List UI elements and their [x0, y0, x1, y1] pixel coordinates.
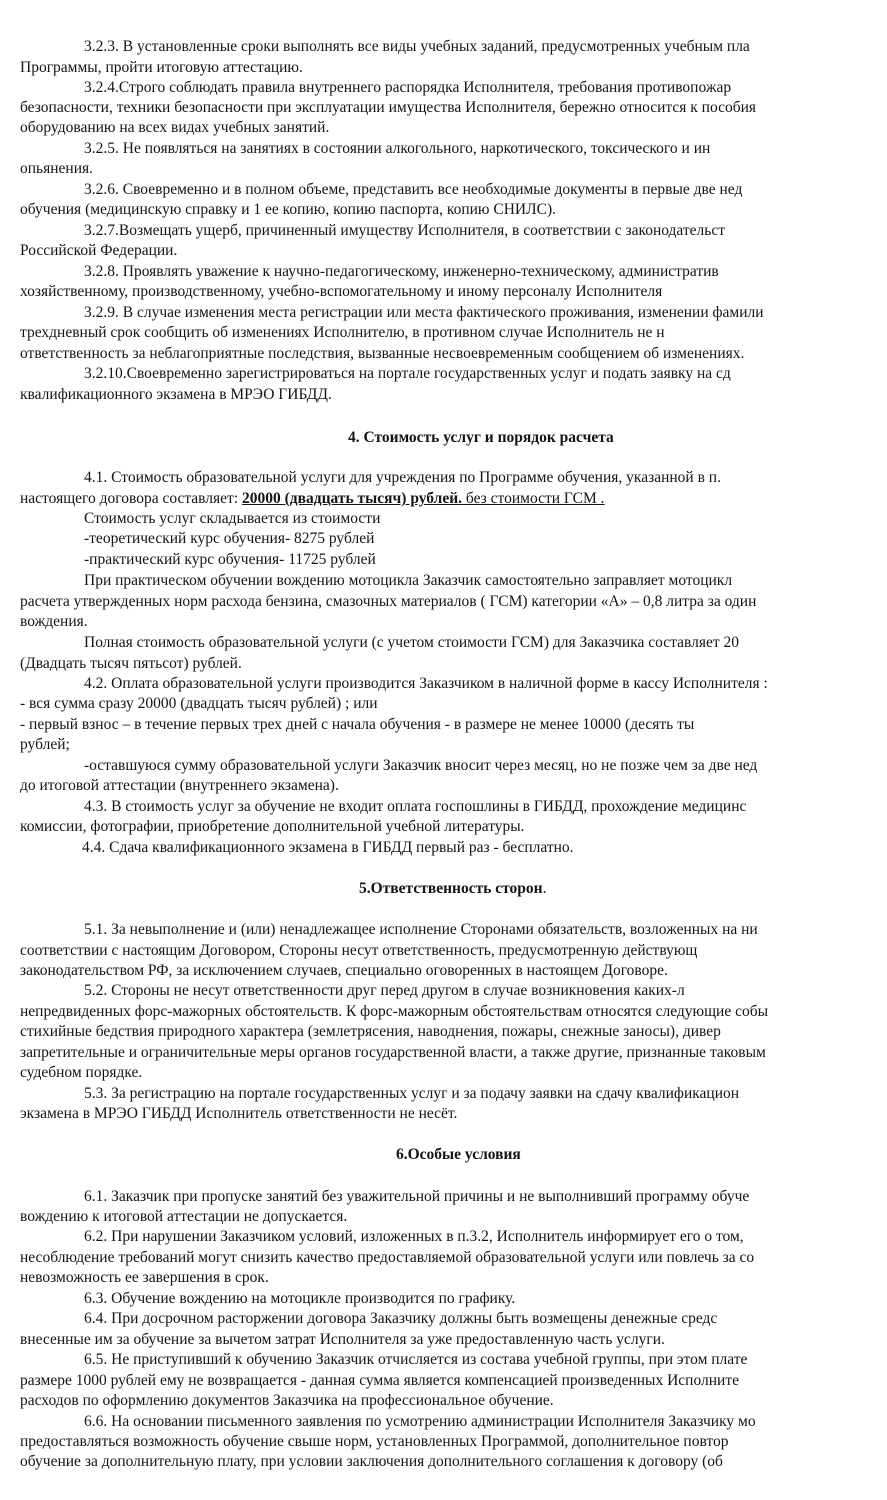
- para-3-2-7-line-1: 3.2.7.Возмещать ущерб, причиненный имуществу Исполнителя, в соответствии с законодательст: [84, 222, 726, 239]
- para-6-5-line-3: расходов по оформлению документов Заказчика на профессиональное обучение.: [20, 1392, 554, 1409]
- para-5-2-line-3: стихийные бедствия природного характера (землетрясения, наводнения, пожары, снежные заносы), дивер: [20, 1023, 721, 1040]
- para-4-3-line-1: 4.3. В стоимость услуг за обучение не входит оплата госпошлины в ГИБДД, прохождение медицинс: [84, 798, 747, 815]
- para-4-2-line-1: 4.2. Оплата образовательной услуги производится Заказчиком в наличной форме в кассу Исполнителя :: [84, 675, 768, 692]
- section-4-title: 4. Стоимость услуг и порядок расчета: [348, 429, 614, 446]
- para-5-3-line-1: 5.3. За регистрацию на портале государственных услуг и за подачу заявки на сдачу квалификацион: [84, 1085, 740, 1102]
- full-cost-line-2: (Двадцать тысяч пятьсот) рублей.: [20, 655, 242, 672]
- para-6-1-line-2: вождению к итоговой аттестации не допускается.: [20, 1208, 348, 1225]
- para-4-2-option-2-line-2: рублей;: [20, 736, 70, 753]
- para-3-2-4-line-1: 3.2.4.Строго соблюдать правила внутреннего распорядка Исполнителя, требования противопожар: [84, 79, 732, 96]
- para-5-1-line-2: соответствии с настоящим Договором, Стороны несут ответственность, предусмотренную действующ: [20, 942, 698, 959]
- para-3-2-9-line-2: трехдневный срок сообщить об изменениях Исполнителю, в противном случае Исполнитель не н: [20, 324, 665, 341]
- section-5-title-text: 5.Ответственность сторон: [359, 880, 543, 897]
- para-3-2-3-line-1: 3.2.3. В установленные сроки выполнять все виды учебных заданий, предусмотренных учебным пла: [84, 38, 750, 55]
- para-3-2-3-line-2: Программы, пройти итоговую аттестацию.: [20, 59, 303, 76]
- para-3-2-6-line-1: 3.2.6. Своевременно и в полном объеме, представить все необходимые документы в первые две нед: [84, 181, 743, 198]
- para-4-1-line-2: [20, 489, 605, 509]
- para-3-2-10-line-2: квалификационного экзамена в МРЭО ГИБДД.: [20, 386, 332, 403]
- para-3-2-9-line-1: 3.2.9. В случае изменения места регистрации или места фактического проживания, изменении фамили: [84, 304, 764, 321]
- para-4-3-line-2: комиссии, фотографии, приобретение дополнительной учебной литературы.: [20, 818, 525, 835]
- cost-theory: -теоретический курс обучения- 8275 рублей: [84, 530, 375, 547]
- para-4-2-option-1: - вся сумма сразу 20000 (двадцать тысяч рублей) ; или: [20, 695, 378, 712]
- section-5-title-dot: .: [542, 880, 547, 897]
- section-5-title: [359, 879, 546, 899]
- para-4-4: 4.4. Сдача квалификационного экзамена в ГИБДД первый раз - бесплатно.: [82, 839, 574, 856]
- para-5-2-line-5: судебном порядке.: [20, 1064, 143, 1081]
- para-3-2-7-line-2: Российской Федерации.: [20, 242, 178, 259]
- cost-composition: Стоимость услуг складывается из стоимости: [84, 510, 381, 527]
- para-3-2-5-line-1: 3.2.5. Не появляться на занятиях в состоянии алкогольного, наркотического, токсического и ин: [84, 140, 711, 157]
- para-3-2-8-line-2: хозяйственному, производственному, учебно-вспомогательному и иному персоналу Исполнителя: [20, 283, 663, 300]
- para-6-6-line-3: обучение за дополнительную плату, при условии заключения дополнительного соглашения к договору (об: [20, 1453, 723, 1470]
- para-5-2-line-2: непредвиденных форс-мажорных обстоятельств. К форс-мажорным обстоятельствам относятся следующие собы: [20, 1003, 769, 1020]
- para-4-2-remainder-line-2: до итоговой аттестации (внутреннего экзамена).: [20, 777, 339, 794]
- para-3-2-10-line-1: 3.2.10.Своевременно зарегистрироваться на портале государственных услуг и подать заявку на сд: [84, 365, 731, 382]
- price-amount: 20000 (двадцать тысяч) рублей.: [242, 490, 463, 507]
- para-4-1-prefix: настоящего договора составляет:: [20, 490, 242, 507]
- fuel-line-1: При практическом обучении вождению мотоцикла Заказчик самостоятельно заправляет мотоцикл: [84, 572, 733, 589]
- para-6-4-line-1: 6.4. При досрочном расторжении договора Заказчику должны быть возмещены денежные средс: [84, 1310, 718, 1327]
- para-6-2-line-1: 6.2. При нарушении Заказчиком условий, изложенных в п.3.2, Исполнитель информирует его о том,: [84, 1228, 744, 1245]
- para-3-2-4-line-2: безопасности, техники безопасности при эксплуатации имущества Исполнителя, бережно относится к пособия: [20, 99, 757, 116]
- para-4-2-remainder-line-1: -оставшуюся сумму образовательной услуги Заказчик вносит через месяц, но не позже чем за две нед: [84, 757, 758, 774]
- price-note: без стоимости ГСМ .: [462, 490, 605, 507]
- para-6-6-line-2: предоставляться возможность обучение свыше норм, установленных Программой, дополнительное повтор: [20, 1433, 729, 1450]
- section-6-title: 6.Особые условия: [396, 1146, 521, 1163]
- para-5-2-line-4: запретительные и ограничительные меры органов государственной власти, а также другие, признанные таковым: [20, 1044, 766, 1061]
- para-6-5-line-1: 6.5. Не приступивший к обучению Заказчик отчисляется из состава учебной группы, при этом плате: [84, 1351, 748, 1368]
- para-6-1-line-1: 6.1. Заказчик при пропуске занятий без уважительной причины и не выполнивший программу обуче: [84, 1188, 750, 1205]
- para-3-2-5-line-2: опьянения.: [20, 160, 94, 177]
- cost-practice: -практический курс обучения- 11725 рублей: [84, 551, 376, 568]
- para-3-2-6-line-2: обучения (медицинскую справку и 1 ее копию, копию паспорта, копию СНИЛС).: [20, 201, 556, 218]
- para-6-6-line-1: 6.6. На основании письменного заявления по усмотрению администрации Исполнителя Заказчику мо: [84, 1413, 756, 1430]
- para-5-3-line-2: экзамена в МРЭО ГИБДД Исполнитель ответственности не несёт.: [20, 1105, 458, 1122]
- para-3-2-4-line-3: оборудованию на всех видах учебных занятий.: [20, 119, 330, 136]
- para-3-2-9-line-3: ответственность за неблагоприятные последствия, вызванные несвоевременным сообщением об изменениях.: [20, 345, 745, 362]
- para-6-2-line-2: несоблюдение требований могут снизить качество предоставляемой образовательной услуги или повлечь за со: [20, 1249, 755, 1266]
- fuel-line-3: вождения.: [20, 613, 88, 630]
- fuel-line-2: расчета утвержденных норм расхода бензина, смазочных материалов ( ГСМ) категории «А» – 0,8 литра за один: [20, 593, 757, 610]
- para-4-2-option-2-line-1: - первый взнос – в течение первых трех дней с начала обучения - в размере не менее 10000 (десять ты: [20, 716, 695, 733]
- para-6-2-line-3: невозможность ее завершения в срок.: [20, 1269, 269, 1286]
- full-cost-line-1: Полная стоимость образовательной услуги (с учетом стоимости ГСМ) для Заказчика составляет 20: [84, 634, 740, 651]
- para-6-3: 6.3. Обучение вождению на мотоцикле производится по графику.: [84, 1290, 516, 1307]
- para-4-1-line-1: 4.1. Стоимость образовательной услуги для учреждения по Программе обучения, указанной в п.: [84, 469, 721, 486]
- para-6-5-line-2: размере 1000 рублей ему не возвращается - данная сумма является компенсацией произведенных Исполните: [20, 1372, 739, 1389]
- para-3-2-8-line-1: 3.2.8. Проявлять уважение к научно-педагогическому, инженерно-техническому, административ: [84, 263, 719, 280]
- para-6-4-line-2: внесенные им за обучение за вычетом затрат Исполнителя за уже предоставленную часть услуги.: [20, 1331, 665, 1348]
- para-5-1-line-1: 5.1. За невыполнение и (или) ненадлежащее исполнение Сторонами обязательств, возложенных на ни: [84, 921, 758, 938]
- para-5-2-line-1: 5.2. Стороны не несут ответственности друг перед другом в случае возникновения каких-л: [84, 982, 685, 999]
- para-5-1-line-3: законодательством РФ, за исключением случаев, специально оговоренных в настоящем Договоре.: [20, 962, 668, 979]
